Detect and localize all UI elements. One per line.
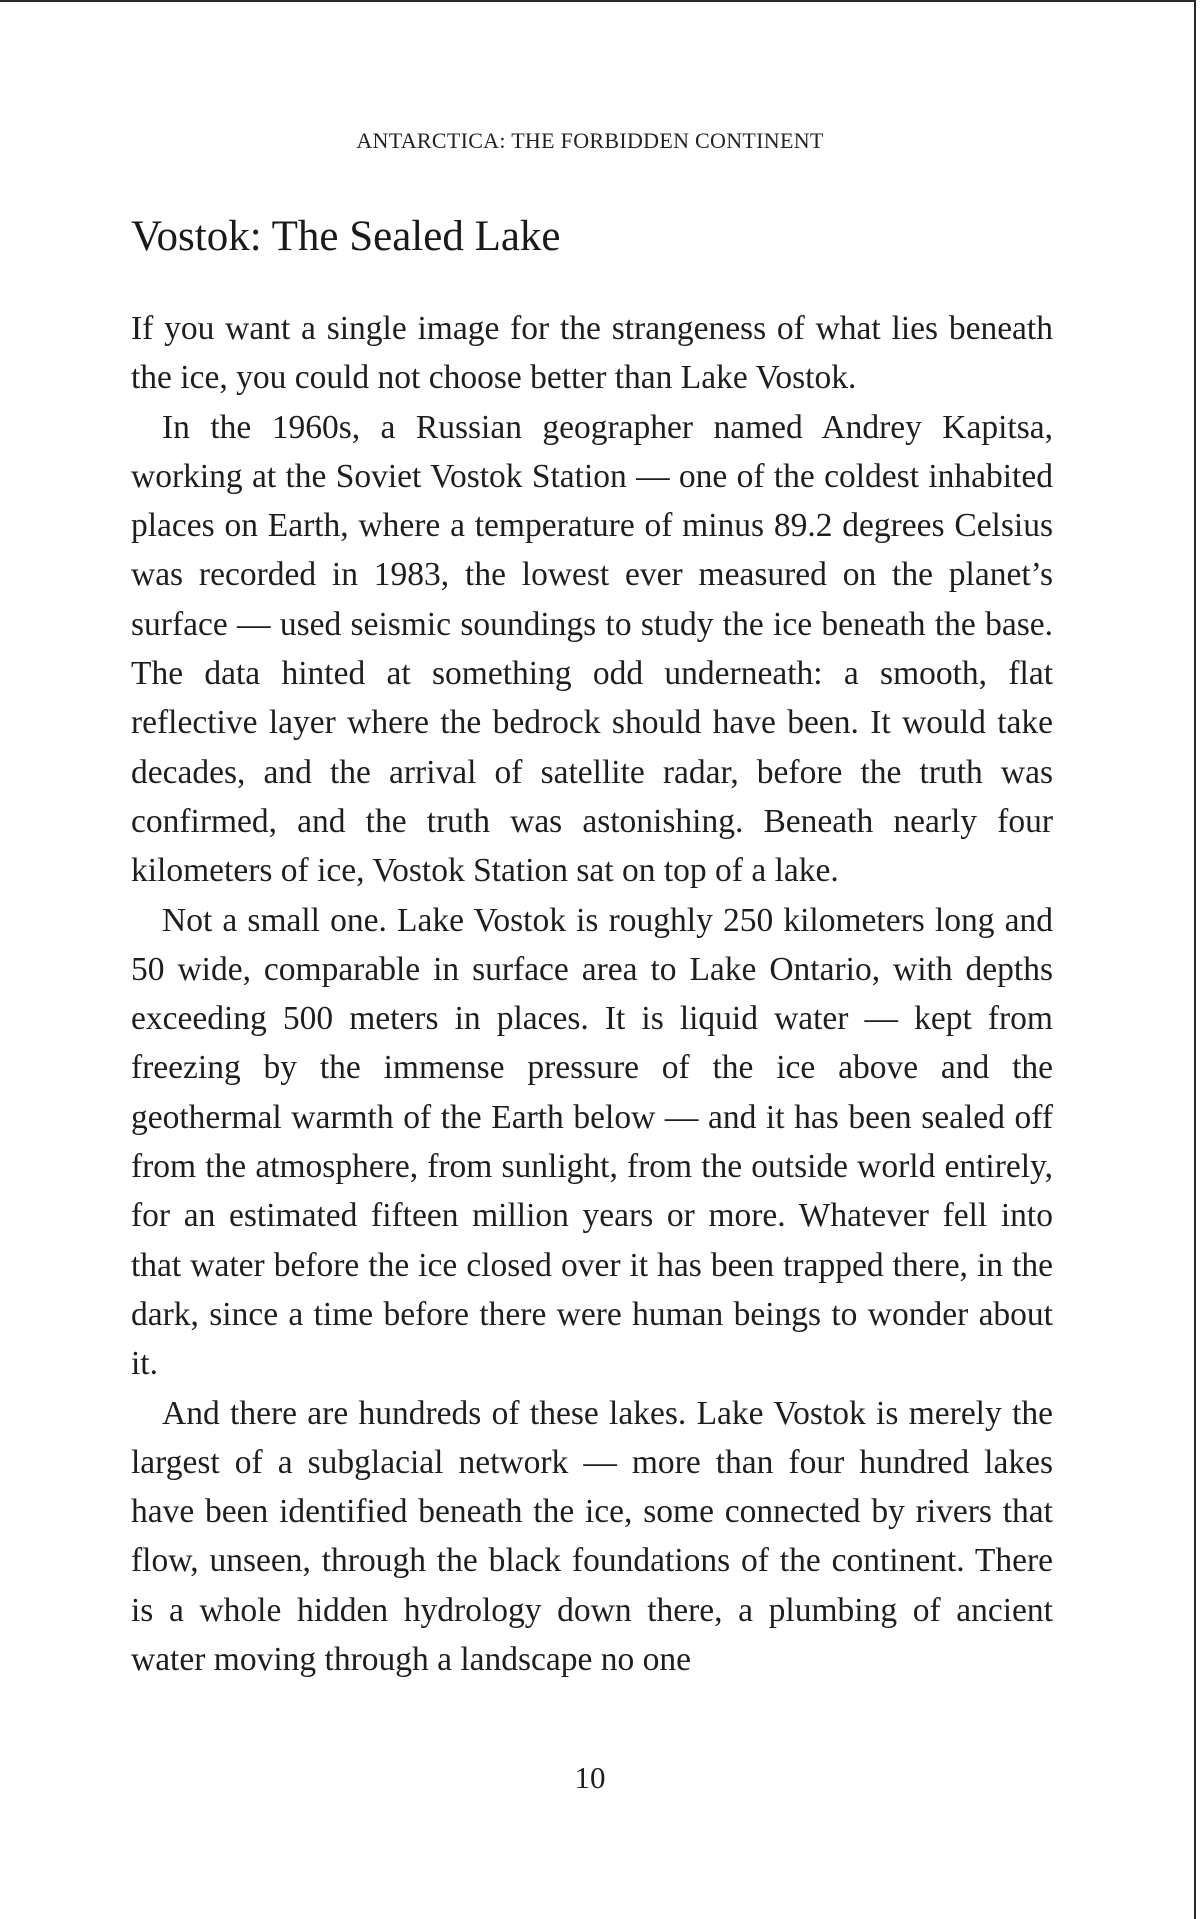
paragraph-2: In the 1960s, a Russian geographer named Andrey Kapitsa, working at the Soviet Vostok Station — one of the coldest inhabited places on Earth, where a temperature of minus 89.2 degrees Celsius was recorded in 1983, the lowest ever measured on the planet’s surface — used seismic soundings to study the ice beneath the base. The data hinted at something odd underneath: a smooth, flat reflective layer where the bedrock should have been. It would take decades, and the arrival of satellite radar, before the truth was confirmed, and the truth was astonishing. Beneath nearly four kilometers of ice, Vostok Station sat on top of a lake. [131, 408, 1053, 890]
chapter-title: Vostok: The Sealed Lake [131, 213, 561, 260]
running-head: ANTARCTICA: THE FORBIDDEN CONTINENT [356, 128, 824, 153]
body-text [131, 304, 1053, 1684]
paragraph-3: Not a small one. Lake Vostok is roughly 250 kilometers long and 50 wide, comparable in surface area to Lake Ontario, with depths exceeding 500 meters in places. It is liquid water — kept from freezing by the immense pressure of the ice above and the geothermal warmth of the Earth below — and it has been sealed off from the atmosphere, from sunlight, from the outside world entirely, for an estimated fifteen million years or more. Whatever fell into that water before the ice closed over it has been trapped there, in the dark, since a time before there were human beings to wonder about it. [131, 901, 1053, 1383]
page-number: 10 [574, 1760, 606, 1795]
paragraph-4: And there are hundreds of these lakes. Lake Vostok is merely the largest of a subglacial network — more than four hundred lakes have been identified beneath the ice, some connected by rivers that flow, unseen, through the black foundations of the continent. There is a whole hidden hydrology down there, a plumbing of ancient water moving through a landscape no one [131, 1394, 1053, 1679]
paragraph-1: If you want a single image for the strangeness of what lies beneath the ice, you could not choose better than Lake Vostok. [131, 310, 1053, 397]
